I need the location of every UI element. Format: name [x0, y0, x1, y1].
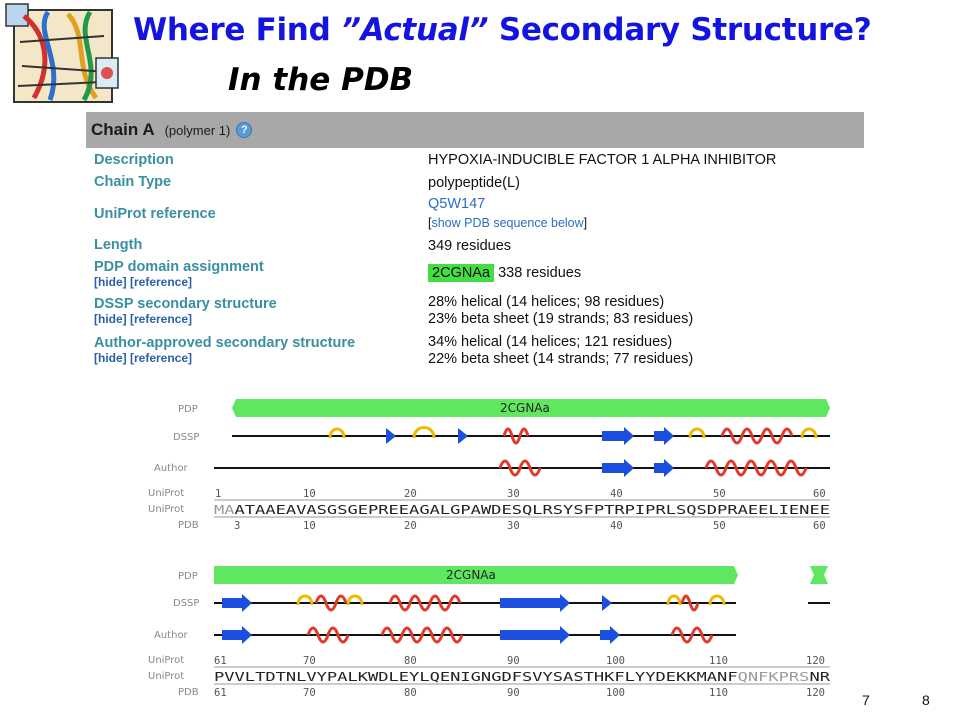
dssp-line-1: 28% helical (14 helices; 98 residues)	[428, 294, 665, 310]
uniprot-tick-1-5: 50	[713, 488, 726, 500]
track-label-pdp-2: PDP	[178, 571, 198, 582]
sequence-1-unmodeled: MA	[214, 502, 230, 517]
uniprot-tick-2-3: 90	[507, 655, 520, 667]
pdb-tick-1-6: 60	[813, 520, 826, 532]
uniprot-link[interactable]: Q5W147	[428, 196, 486, 212]
uniprot-tick-1-0: 1	[215, 488, 222, 500]
title-part-actual: ”Actual”	[340, 12, 489, 48]
dssp-label: DSSP secondary structure	[94, 296, 277, 312]
author-strand-2a	[222, 626, 252, 644]
chain-polymer: (polymer 1)	[164, 122, 231, 138]
dssp-line-2: 23% beta sheet (19 strands; 83 residues)	[428, 311, 694, 327]
slide-subtitle: In the PDB	[228, 62, 414, 98]
description-value: HYPOXIA-INDUCIBLE FACTOR 1 ALPHA INHIBITOR	[428, 152, 777, 168]
dssp-strand-1a	[386, 428, 396, 444]
author-links[interactable]: [hide] [reference]	[94, 351, 193, 365]
dssp-links[interactable]: [hide] [reference]	[94, 312, 193, 326]
chain-type-label: Chain Type	[94, 174, 172, 190]
description-label: Description	[94, 152, 174, 168]
author-line-2: 22% beta sheet (14 strands; 77 residues)	[428, 351, 694, 367]
track-label-dssp-1: DSSP	[173, 432, 200, 443]
dssp-strand-2b	[500, 594, 570, 612]
author-strand-2b	[500, 626, 570, 644]
bracket-close: ]	[583, 216, 588, 230]
pdp-label: PDP domain assignment	[94, 259, 264, 275]
show-sequence-text[interactable]: show PDB sequence below	[431, 216, 584, 230]
sequence-2-unmodeled: QNFKPRS	[737, 669, 791, 684]
uniprot-tick-2-0: 61	[214, 655, 227, 667]
track-label-dssp-2: DSSP	[173, 598, 200, 609]
dssp-strand-1b	[458, 428, 468, 444]
uniprot-ticks-1	[215, 488, 826, 500]
pdb-tick-1-2: 20	[404, 520, 417, 532]
author-label: Author-approved secondary structure	[94, 335, 356, 351]
chain-title: Chain A	[91, 120, 155, 139]
track-label-uniprot-1b: UniProt	[148, 504, 185, 515]
uniprot-tick-1-2: 20	[404, 488, 417, 500]
dssp-strand-2a	[222, 594, 252, 612]
pdp-domain-label-2: 2CGNAa	[446, 568, 496, 582]
uniprot-label: UniProt reference	[94, 206, 216, 222]
uniprot-tick-2-6: 120	[806, 655, 825, 667]
pdb-tick-2-4: 100	[606, 687, 625, 699]
page-number-right: 8	[922, 692, 930, 708]
pdp-links[interactable]: [hide] [reference]	[94, 275, 193, 289]
uniprot-tick-1-4: 40	[610, 488, 623, 500]
track-label-uniprot-1a: UniProt	[148, 488, 185, 499]
pdb-tick-1-1: 10	[303, 520, 316, 532]
pdb-tick-1-5: 50	[713, 520, 726, 532]
pdb-tick-2-2: 80	[404, 687, 417, 699]
track-label-pdb-1: PDB	[178, 520, 199, 531]
pdp-domain-label-1: 2CGNAa	[500, 401, 550, 415]
uniprot-tick-2-4: 100	[606, 655, 625, 667]
help-icon[interactable]: ?	[236, 122, 252, 138]
track-label-uniprot-2b: UniProt	[148, 671, 185, 682]
sequence-2-end: NR	[809, 669, 825, 684]
uniprot-tick-1-1: 10	[303, 488, 316, 500]
length-label: Length	[94, 237, 143, 253]
dssp-strand-1c	[602, 427, 634, 445]
pdp-domain-bar-2-end[interactable]	[810, 566, 828, 584]
track-label-uniprot-2a: UniProt	[148, 655, 185, 666]
dssp-strand-1d	[654, 427, 674, 445]
pdb-tick-2-0: 61	[214, 687, 227, 699]
sequence-2-modeled: PVVLTDTNLVYPALKWDLEYLQENIGNGDFSVYSASTHKFLYYDEKKMANF	[214, 669, 601, 684]
uniprot-tick-1-6: 60	[813, 488, 826, 500]
uniprot-ticks-2	[214, 655, 825, 667]
track-label-pdp-1: PDP	[178, 404, 198, 415]
title-part-3: Secondary Structure?	[488, 12, 872, 48]
uniprot-tick-2-2: 80	[404, 655, 417, 667]
title-part-1: Where Find	[133, 12, 341, 48]
pdb-tick-2-6: 120	[806, 687, 825, 699]
sequence-1-modeled: ATAAEAVASGSGEPREEAGALGPAWDESQLRSYSFPTRPIPRLSQSDPRAEELIENEE	[234, 502, 675, 517]
pdb-tick-1-3: 30	[507, 520, 520, 532]
uniprot-tick-2-1: 70	[303, 655, 316, 667]
pdb-tick-2-1: 70	[303, 687, 316, 699]
dssp-strand-2c	[602, 595, 612, 611]
pdb-ticks-1	[234, 520, 826, 532]
pdb-tick-1-0: 3	[234, 520, 241, 532]
pdb-tick-2-3: 90	[507, 687, 520, 699]
pdb-ticks-2	[214, 687, 825, 699]
pdp-domain-badge[interactable]: 2CGNAa	[428, 264, 494, 282]
track-label-pdb-2: PDB	[178, 687, 199, 698]
chain-type-value: polypeptide(L)	[428, 175, 520, 191]
author-strand-1b	[654, 459, 674, 477]
uniprot-tick-2-5: 110	[709, 655, 728, 667]
sequence-line-2	[214, 669, 831, 684]
author-strand-2c	[600, 626, 620, 644]
pdb-tick-2-5: 110	[709, 687, 728, 699]
page-number-left: 7	[862, 692, 870, 708]
pdb-tick-1-4: 40	[610, 520, 623, 532]
author-strand-1a	[602, 459, 634, 477]
pdp-residues: 338 residues	[498, 265, 582, 281]
bracket-open: [	[428, 216, 432, 230]
uniprot-tick-1-3: 30	[507, 488, 520, 500]
length-value: 349 residues	[428, 238, 512, 254]
author-line-1: 34% helical (14 helices; 121 residues)	[428, 334, 673, 350]
sequence-line-1	[214, 502, 830, 517]
track-label-author-2: Author	[154, 630, 188, 641]
track-label-author-1: Author	[154, 463, 188, 474]
